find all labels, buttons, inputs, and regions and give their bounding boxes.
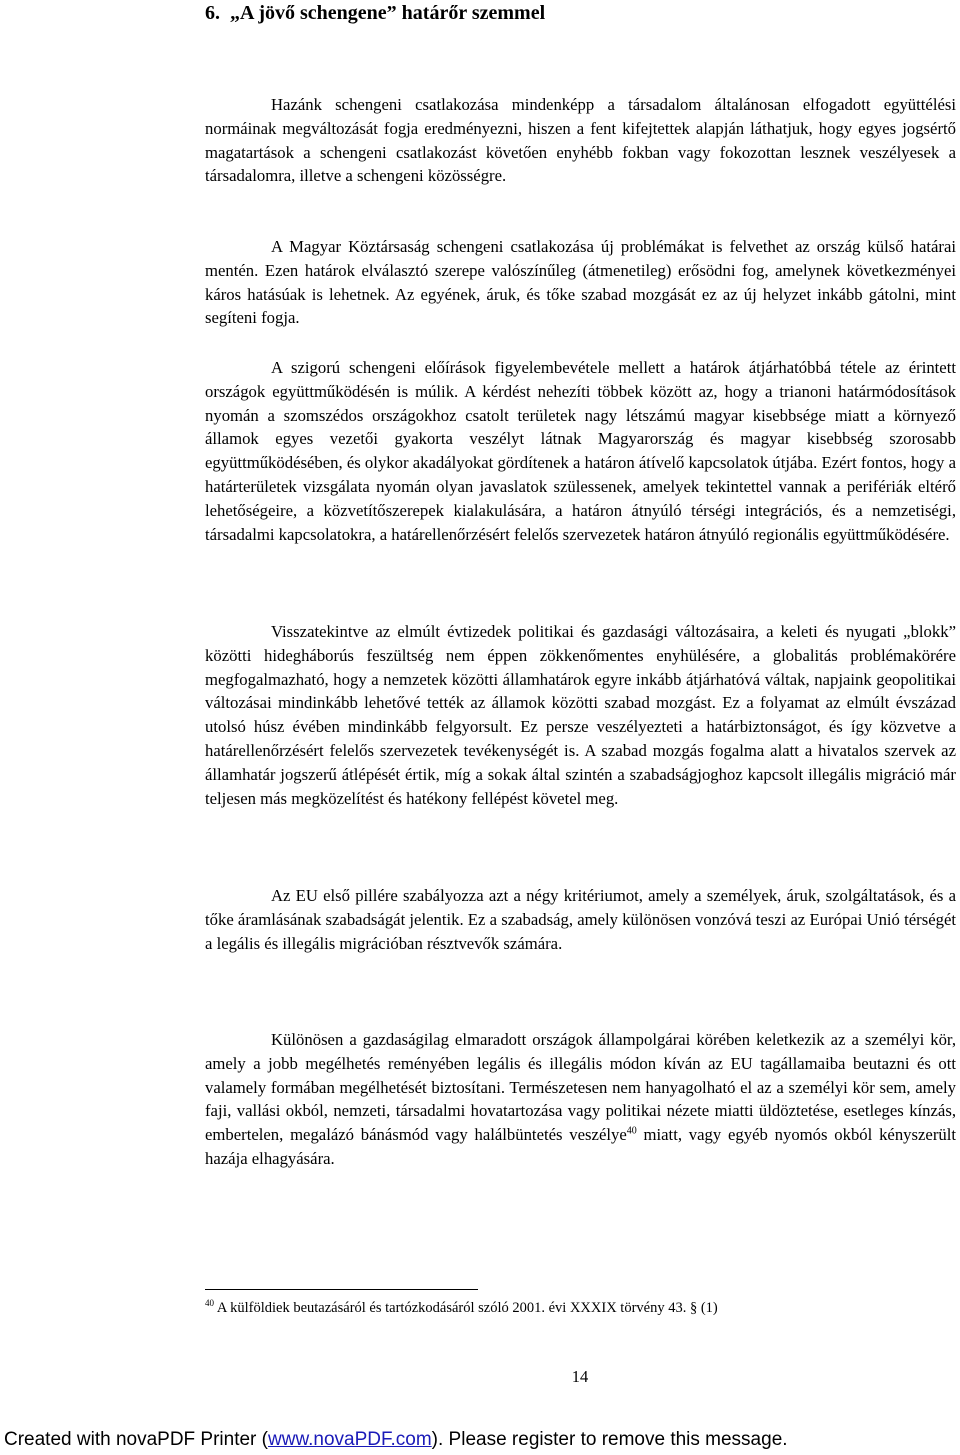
section-title: „A jövő schengene” határőr szemmel [230,2,546,24]
paragraph-text [205,1028,956,1171]
section-number: 6. [205,2,220,24]
paragraph-text: Az EU első pillére szabályozza azt a négy kritériumot, amely a személyek, áruk, szolgáltatások, és a tőke áramlásának szabadságát jelentik. Ez a szabadság, amely különösen vonzóvá teszi az Európai Unió térségét a legális és illegális migrációban résztvevők számára. [205,886,956,953]
paragraph-1 [205,93,956,188]
footnote [205,1298,718,1318]
paragraph-text: A szigorú schengeni előírások figyelembevétele mellett a határok átjárhatóbbá tétele az érintett országok együttműködésén is múlik. A kérdést nehezíti többek között az, hogy a trianoni határmódosítások nyomán a szomszédos országokhoz csatolt területek nagy létszámú magyar kisebbsége miatt a környező államok egyes vezetői gyakorta veszélyt látnak Magyarország és magyar kisebbség szorosabb együttműködésében, és olykor akadályokat gördítenek a határon átívelő kapcsolatok útjába. Ezért fontos, hogy a határterületek vizsgálata nyomán olyan javaslatok szülessenek, amelyek tekintettel vannak a perifériák eltérő lehetőségeire, a közvetítőszerepek kialakulására, a határon átnyúló térségi integrációs, és a nemzetiségi, társadalmi kapcsolatokra, a határellenőrzésért felelős szervezetek határon átnyúló regionális együttműködésére. [205,358,956,544]
paragraph-text: Visszatekintve az elmúlt évtizedek politikai és gazdasági változásaira, a keleti és nyugati „blokk” közötti hidegháborús feszültség nem éppen zökkenőmentes enyhülésére, a globalitás problémakörére megfogalmazható, hogy a nemzetek közötti államhatárok egyre inkább átjárhatóvá váltak, napjaink geopolitikai változásai mindinkább lehetővé tették az államok közötti szabad mozgást. Ez a folyamat az elmúlt évszázad utolsó húsz évében mindinkább felgyorsult. Ez persze veszélyezteti a határbiztonságot, és így közvetve a határellenőrzésért felelős szervezetek tevékenységét is. A szabad mozgás fogalma alatt a hivatalos szervek az államhatár jogszerű átlépését értik, míg a sokak által szintén a szabadságjoghoz kapcsolt illegális migráció már teljesen más megközelítést és hatékony fellépést követel meg. [205,622,956,808]
footnote-separator [205,1289,478,1290]
paragraph-5 [205,884,956,955]
watermark-text-before: Created with novaPDF Printer ( [4,1429,268,1450]
paragraph-2 [205,235,956,330]
novapdf-watermark [4,1428,788,1452]
paragraph-text-before: Különösen a gazdaságilag elmaradott országok állampolgárai körében keletkezik az a személyi kör, amely a jobb megélhetés reményében legális és illegális módon kíván az EU tagállamaiba beutazni és ott valamely formában megélhetését biztosítani. Természetesen nem hanyagolható el az a személyi kör sem, amely faji, vallási okból, nemzeti, társadalmi hovatartozása vagy politikai nézete miatti üldöztetése, esetleges kínzás, embertelen, megalázó bánásmód vagy halálbüntetés veszélye [205,1030,956,1145]
paragraph-3 [205,356,956,546]
watermark-link[interactable]: www.novaPDF.com [268,1429,432,1450]
paragraph-6 [205,1028,956,1171]
paragraph-text: A Magyar Köztársaság schengeni csatlakozása új problémákat is felvethet az ország külső határai mentén. Ezen határok elválasztó szerepe valószínűleg (átmenetileg) erősödni fog, amelynek következményei káros hatásúak is lehetnek. Az egyének, áruk, és tőke szabad mozgását ez az új helyzet inkább gátolni, mint segíteni fogja. [205,237,956,328]
watermark-text-after: ). Please register to remove this message. [431,1429,788,1450]
page-number: 14 [571,1367,589,1386]
footnote-text: A külföldiek beutazásáról és tartózkodásáról szóló 2001. évi XXXIX törvény 43. § (1) [214,1300,718,1316]
footnote-reference[interactable]: 40 [626,1125,637,1137]
footnote-number: 40 [205,1298,214,1309]
paragraph-4 [205,620,956,810]
section-heading [205,0,545,26]
paragraph-text-after: miatt, vagy egyéb nyomós okból kényszerült hazája elhagyására. [205,1125,956,1168]
paragraph-text: Hazánk schengeni csatlakozása mindenképp a társadalom általánosan elfogadott együttélési normáinak megváltozását fogja eredményezni, hiszen a fent kifejtettek alapján láthatjuk, hogy egyes jogsértő magatartások a schengeni csatlakozást követően enyhébb fokban vagy fokozottan lesznek veszélyesek a társadalomra, illetve a schengeni közösségre. [205,95,956,186]
